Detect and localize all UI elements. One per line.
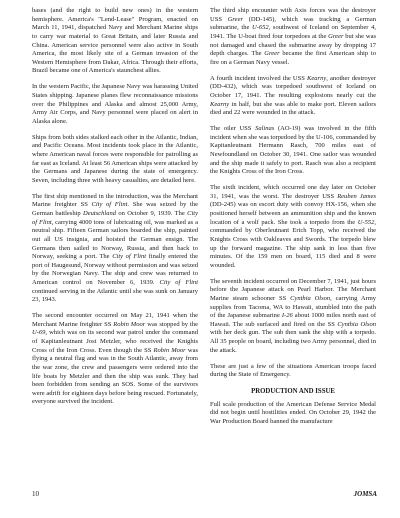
right-column bbox=[210, 7, 376, 434]
text-run: , southwest of Iceland on September 4, 1941. The U-boat fired four torpedoes at the bbox=[210, 24, 376, 40]
paragraph bbox=[32, 193, 198, 305]
text-run: became the first American ship to fire on a German Navy vessel. bbox=[210, 50, 376, 66]
text-run: (AO-19) was involved in the fifth incident when she was torpedoed by the U-106, commanded by Kapitanleutnant Hermann Rasch, 700 miles east of Newfoundland on October 30, 1941. One sailor was wounded and the ship made it safely to port. Rasch was also a recipient the Knights Cross of the Iron Cross. bbox=[210, 125, 376, 176]
italic-text: Reuben James bbox=[337, 192, 377, 200]
text-run: These are just a few of the situations American troops faced during the State of Emergency. bbox=[210, 362, 376, 379]
paragraph bbox=[210, 363, 376, 380]
journal-name: JOMSA bbox=[353, 490, 377, 498]
italic-text: Salinas bbox=[255, 125, 275, 133]
italic-text: Kearny bbox=[210, 100, 230, 108]
paragraph bbox=[210, 184, 376, 270]
paragraph bbox=[210, 125, 376, 177]
text-run: was stopped by the bbox=[145, 320, 198, 328]
section-heading: PRODUCTION AND ISSUE bbox=[251, 387, 335, 395]
paragraph bbox=[210, 278, 376, 356]
italic-text: Deutschland bbox=[83, 210, 116, 218]
text-run: with her deck gun. The sub then sank the ship with a torpedo. All 35 people on board, including two Army personnel, died in the attack. bbox=[210, 329, 376, 354]
text-run: continued serving in the Atlantic until she was sunk on January 23, 1943. bbox=[32, 287, 198, 304]
text-run: was flying a neutral flag and was in the South Atlantic, away from the war zone, the crew and passengers were ordered into the life boats by Metzler and then the ship was sunk. They had been forbidden from sending an SOS. Some of the survivors were adrift for eighteen days before being rescued. Fortunately, everyone survived the incident. bbox=[32, 346, 198, 406]
text-run: The oiler USS bbox=[210, 125, 256, 133]
page-number: 10 bbox=[32, 490, 39, 498]
text-run: on October 9, 1939. The bbox=[115, 210, 188, 218]
italic-text: Cynthia Olson bbox=[337, 320, 377, 328]
text-run: , another destroyer (DD-432), which was torpedoed southwest of Iceland on October 17, 1941. The resulting explosions nearly cut the bbox=[210, 74, 376, 99]
text-run: about 1000 miles north east of Hawaii. The sub surfaced and fired on the SS bbox=[210, 312, 376, 328]
text-run: (DD-245) was on escort duty with convoy HX-156, when she positioned herself between an ammunition ship and the known location of a wolf pack. She took a torpedo from the bbox=[210, 201, 376, 226]
text-run: bases (and the right to build new ones) in the western hemisphere. America's "Lend-Lease" Program, enacted on March 11, 1941, dispatched Navy and Merchant Marine ships to carry war material to Great Britain, and later Russia and China. American service personnel were also active in South America, the most likely site of a German invasion of the Western Hemisphere from Dakar, Africa. Through their efforts, Brazil became one of America's staunchest allies. bbox=[32, 7, 198, 75]
text-run: in half, but she was able to make port. Eleven sailors died and 22 were wounded in the attack. bbox=[210, 100, 376, 117]
text-run: , which was on its second war patrol under the command of Kapitanleutnant Jost Metzler, who received the Knights Cross of the Iron Cross. Even though the SS bbox=[32, 329, 198, 354]
text-run: The second encounter occurred on May 21, 1941 when the Merchant Marine freighter SS bbox=[32, 312, 198, 328]
italic-text: City of Flint bbox=[91, 201, 128, 209]
italic-text: Kearny bbox=[307, 74, 327, 82]
italic-text: Robin Moor bbox=[153, 346, 186, 354]
italic-text: Greer bbox=[227, 15, 244, 23]
text-run: finally entered the port of Haugesund, Norway without permission and was seized by the Norwegian Navy. The ship and crew was returned to American control on November 6, 1939. bbox=[32, 253, 198, 287]
paragraph bbox=[32, 7, 198, 76]
text-run: , carrying Army supplies from Tacoma, WA to Hawaii, stumbled into the path of the Japanese submarine bbox=[210, 294, 377, 320]
text-run: Ships from both sides stalked each other in the Atlantic, Indian, and Pacific Oceans. Most incidents took place in the Atlantic, where American naval forces were responsible for patrolling as far east as Iceland. At least 56 American ships were attacked by the Germans and Japanese during the state of emergency. Seven, including three with heavy casualties, are detailed here. bbox=[32, 133, 198, 184]
italic-text: U-552 bbox=[357, 218, 375, 226]
text-run: , commanded by Oberleutnant Erich Topp, who received the Knights Cross with Oakleaves and Swords. The torpedo blew up the forward magazine. The ship sank in less than five minutes. Of the 159 men on board, 115 died and 8 were wounded. bbox=[210, 218, 376, 269]
italic-text: U-69 bbox=[32, 329, 46, 337]
text-run: . She was seized by the German battleship bbox=[32, 201, 198, 218]
text-run: In the western Pacific, the Japanese Navy was harassing United States shipping. Japanese planes flew reconnaissance missions over the Philippines and Alaska and almost 25,000 Army, Army Air Corps, and Navy personnel were placed on alert in Alaska alone. bbox=[32, 83, 198, 125]
page-footer bbox=[32, 490, 377, 500]
text-run: but she was not damaged and chased the submarine away by dropping 17 depth charges. The bbox=[210, 32, 376, 58]
italic-text: U-652 bbox=[252, 24, 269, 32]
paragraph bbox=[210, 7, 376, 67]
italic-text: Cynthia Olson bbox=[290, 294, 331, 302]
italic-text: City of Flint bbox=[32, 210, 198, 226]
text-run: The seventh incident occurred on December 7, 1941, just hours before the Japanese attack on Pearl Harbor. The Merchant Marine steam schooner SS bbox=[210, 277, 376, 302]
paragraph bbox=[32, 134, 198, 186]
text-run: The sixth incident, which occurred one day later on October 31, 1941, was the worst. The destroyer USS bbox=[210, 184, 376, 200]
left-column bbox=[32, 7, 198, 434]
italic-text: I-26 bbox=[281, 312, 293, 320]
italic-text: Robin Moor bbox=[113, 320, 146, 328]
paragraph bbox=[210, 75, 376, 118]
text-run: , carrying 4000 tons of lubricating oil, was marked as a neutral ship. Fifteen German sailors boarded the ship, painted out all US insignia, and hoisted the German ensign. The Germans then sailed to Norway, Russia, and then back to Norway, seeking a port. The bbox=[32, 218, 198, 261]
text-run: The third ship encounter with Axis forces was the destroyer USS bbox=[210, 7, 376, 23]
text-run: Full scale production of the American Defense Service Medal did not begin until hostilities ended. On October 29, 1942 the War Production Board banned the manufacture bbox=[210, 400, 376, 426]
italic-text: City of Flint bbox=[159, 279, 199, 287]
paragraph bbox=[32, 312, 198, 407]
italic-text: Greer bbox=[328, 32, 344, 40]
italic-text: Greer bbox=[264, 50, 280, 58]
paragraph bbox=[210, 401, 376, 427]
paragraph bbox=[32, 83, 198, 126]
text-run: The first ship mentioned in the introduction, was the Merchant Marine freighter SS bbox=[32, 192, 198, 209]
text-run: (DD-145), which was tracking a German submarine, the bbox=[210, 15, 376, 32]
article-columns bbox=[32, 7, 377, 434]
italic-text: City of Flint bbox=[112, 253, 147, 261]
text-run: A fourth incident involved the USS bbox=[210, 74, 308, 82]
